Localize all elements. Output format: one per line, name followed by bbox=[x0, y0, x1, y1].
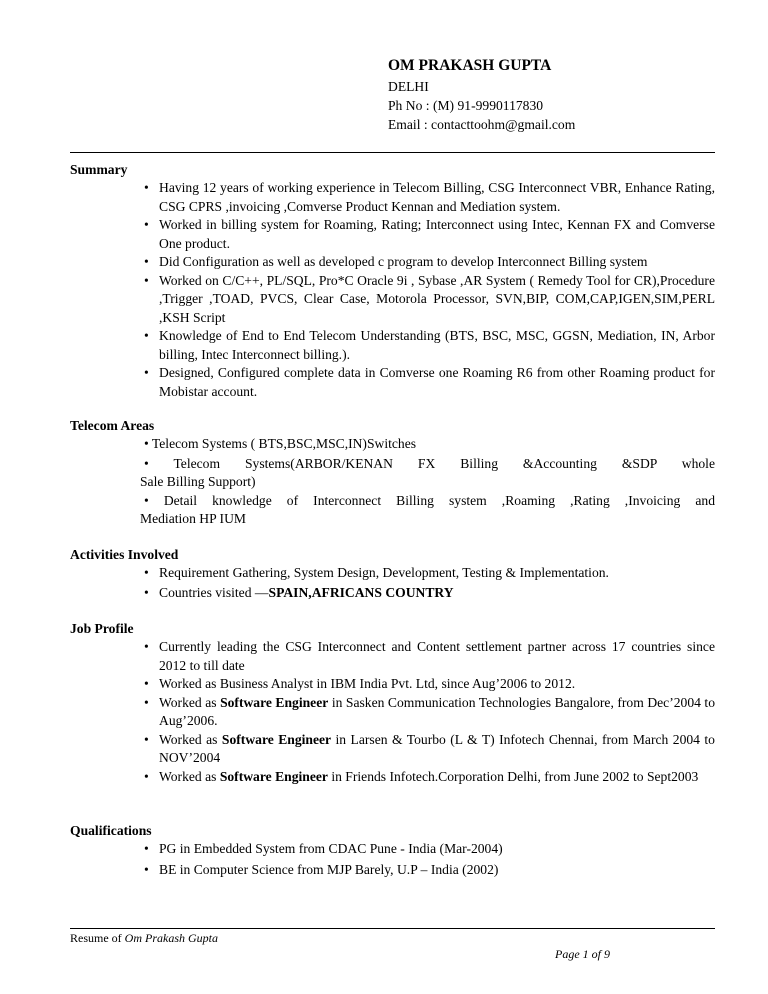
footer-prefix: Resume of bbox=[70, 931, 125, 945]
list-item: • Currently leading the CSG Interconnect and Content settlement partner across 17 countries since 2012 to till date bbox=[144, 638, 715, 675]
list-item: • Worked as Business Analyst in IBM India Pvt. Ltd, since Aug’2006 to 2012. bbox=[144, 675, 715, 694]
list-item: • Requirement Gathering, System Design, Development, Testing & Implementation. bbox=[144, 564, 715, 583]
list-item-continuation: Sale Billing Support) bbox=[140, 474, 256, 489]
job-profile-heading: Job Profile bbox=[70, 621, 134, 636]
page-number: Page 1 of 9 bbox=[555, 947, 610, 961]
list-item: • Telecom Systems ( BTS,BSC,MSC,IN)Switches bbox=[144, 436, 417, 451]
list-item: • PG in Embedded System from CDAC Pune - India (Mar-2004) bbox=[144, 840, 715, 859]
activities-heading: Activities Involved bbox=[70, 547, 179, 562]
job-text: Worked as bbox=[159, 768, 220, 784]
telecom-areas-heading: Telecom Areas bbox=[70, 418, 155, 433]
job-role: Software Engineer bbox=[220, 694, 329, 710]
job-role: Software Engineer bbox=[221, 731, 332, 747]
list-item: • BE in Computer Science from MJP Barely, U.P – India (2002) bbox=[144, 861, 715, 880]
candidate-phone: Ph No : (M) 91-9990117830 bbox=[388, 98, 544, 113]
candidate-name: OM PRAKASH GUPTA bbox=[388, 57, 552, 74]
job-profile-list bbox=[144, 638, 715, 786]
summary-heading: Summary bbox=[70, 162, 128, 177]
list-item: • Detail knowledge of Interconnect Billing system ,Roaming ,Rating ,Invoicing and bbox=[144, 492, 715, 508]
candidate-city: DELHI bbox=[388, 79, 429, 94]
list-item: • Did Configuration as well as developed c program to develop Interconnect Billing system bbox=[144, 253, 715, 272]
list-item bbox=[144, 584, 715, 603]
activities-list bbox=[144, 564, 715, 602]
list-item: • Knowledge of End to End Telecom Understanding (BTS, BSC, MSC, GGSN, Mediation, IN, Arbor billing, Intec Interconnect billing.). bbox=[144, 327, 715, 364]
list-item: • Worked in billing system for Roaming, Rating; Interconnect using Intec, Kennan FX and Comverse One product. bbox=[144, 216, 715, 253]
list-item: • Having 12 years of working experience in Telecom Billing, CSG Interconnect VBR, Enhance Rating, CSG CPRS ,invoicing ,Comverse Product Kennan and Mediation system. bbox=[144, 179, 715, 216]
qualifications-heading: Qualifications bbox=[70, 823, 152, 838]
job-text: Worked as bbox=[159, 731, 222, 747]
list-item: • Telecom Systems(ARBOR/KENAN FX Billing &Accounting &SDP whole bbox=[144, 455, 715, 471]
candidate-email: Email : contacttoohm@gmail.com bbox=[388, 117, 576, 132]
footer-divider bbox=[70, 928, 715, 929]
footer-name: Om Prakash Gupta bbox=[124, 931, 218, 945]
job-text: in Sasken Communication Technologies Bangalore, from Dec’2004 to Aug’2006. bbox=[159, 694, 716, 728]
list-item bbox=[144, 768, 715, 787]
list-item: • Designed, Configured complete data in Comverse one Roaming R6 from other Roaming product for Mobistar account. bbox=[144, 364, 715, 401]
telecom-areas-list bbox=[140, 435, 715, 529]
summary-list bbox=[144, 179, 715, 401]
list-item bbox=[144, 731, 715, 768]
footer-label bbox=[70, 931, 218, 945]
job-role: Software Engineer bbox=[219, 768, 328, 784]
resume-header bbox=[388, 55, 575, 134]
header-divider bbox=[70, 152, 715, 153]
countries-value: SPAIN,AFRICANS COUNTRY bbox=[268, 584, 454, 600]
qualifications-list bbox=[144, 840, 715, 879]
job-text: in Friends Infotech.Corporation Delhi, from June 2002 to Sept2003 bbox=[327, 768, 699, 784]
job-text: Worked as bbox=[159, 694, 221, 710]
job-text: in Larsen & Tourbo (L & T) Infotech Chennai, from March 2004 to NOV’2004 bbox=[159, 731, 715, 765]
countries-label: Countries visited — bbox=[159, 584, 269, 600]
list-item bbox=[144, 694, 715, 731]
list-item: • Worked on C/C++, PL/SQL, Pro*C Oracle 9i , Sybase ,AR System ( Remedy Tool for CR),Procedure ,Trigger ,TOAD, PVCS, Clear Case, Motorola Processor, SVN,BIP, COM,CAP,IGEN,SIM,PERL ,KSH Script bbox=[144, 272, 715, 328]
list-item-continuation: Mediation HP IUM bbox=[140, 511, 246, 526]
